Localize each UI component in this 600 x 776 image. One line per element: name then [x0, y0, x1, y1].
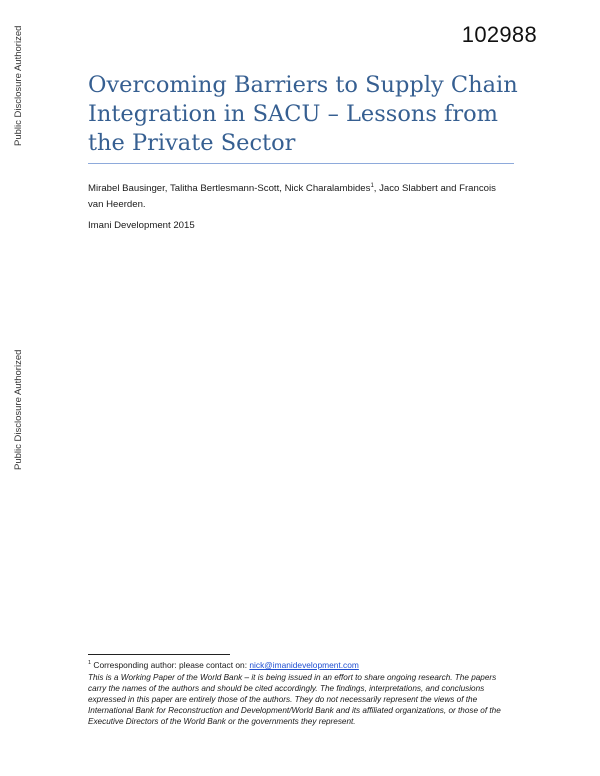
report-number: 102988	[461, 22, 537, 47]
footnote-divider	[88, 654, 230, 655]
author-list	[88, 181, 498, 213]
document-title: Overcoming Barriers to Supply Chain Integration in SACU – Lessons from the Private Sector	[88, 72, 518, 156]
footnote-label: Corresponding author: please contact on:	[91, 660, 250, 670]
author-email-link[interactable]: nick@imanidevelopment.com	[249, 660, 359, 670]
working-paper-disclaimer: This is a Working Paper of the World Bank – it is being issued in an effort to share ongoing research. The papers carry the names of the authors and should be cited accordingly. The findings, interpretations, and conclusions expressed in this paper are entirely those of the authors. They do not necessarily represent the views of the International Bank for Reconstruction and Development/World Bank and its affiliated organizations, or those of the Executive Directors of the World Bank or the governments they represent.	[88, 673, 501, 726]
disclosure-stamp-top: Public Disclosure Authorized	[13, 25, 24, 146]
disclosure-stamp-bottom: Public Disclosure Authorized	[13, 349, 24, 470]
authors-text-part2: , Jaco Slabbert and Francois van Heerden.	[88, 183, 496, 210]
organization-year: Imani Development 2015	[88, 220, 195, 231]
footnote	[88, 660, 359, 670]
authors-text-part1: Mirabel Bausinger, Talitha Bertlesmann-Scott, Nick Charalambides	[88, 183, 371, 194]
author-footnote-marker[interactable]: 1	[370, 182, 374, 189]
footnote-marker: 1	[88, 660, 92, 667]
title-divider	[88, 163, 514, 164]
